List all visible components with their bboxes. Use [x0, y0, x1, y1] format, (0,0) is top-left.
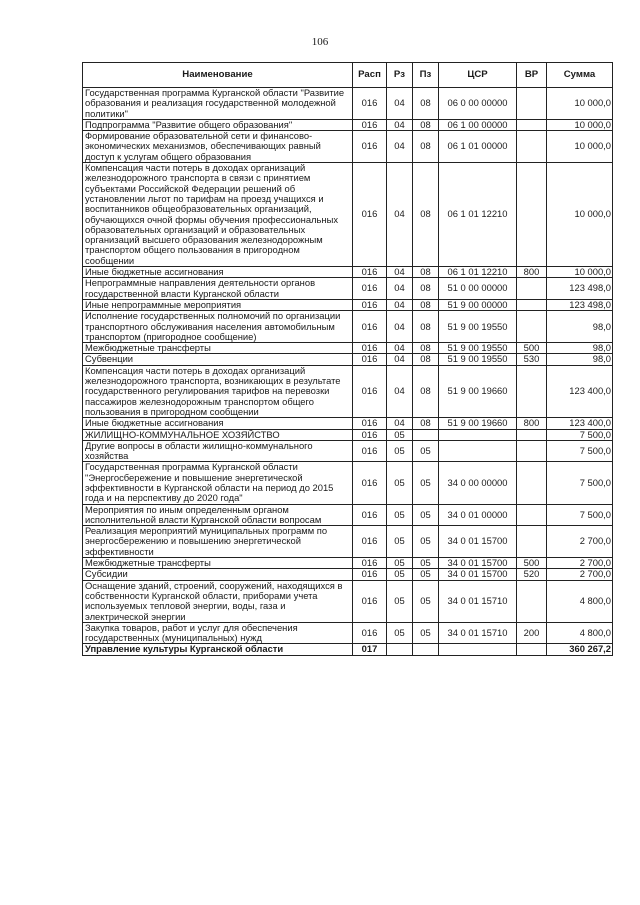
cell-vr: 500 [517, 343, 547, 354]
cell-csr: 34 0 01 15700 [439, 569, 517, 580]
header-csr: ЦСР [439, 63, 517, 88]
cell-csr: 51 9 00 00000 [439, 299, 517, 310]
cell-vr [517, 365, 547, 417]
cell-name: Управление культуры Курганской области [83, 644, 353, 655]
cell-sum: 10 000,0 [547, 131, 613, 163]
cell-vr [517, 88, 547, 120]
cell-pz: 05 [413, 462, 439, 504]
cell-csr [439, 440, 517, 462]
cell-csr: 34 0 01 15700 [439, 558, 517, 569]
cell-vr [517, 311, 547, 343]
cell-rasp: 016 [353, 267, 387, 278]
cell-name: Подпрограмма "Развитие общего образования" [83, 119, 353, 130]
cell-pz: 08 [413, 365, 439, 417]
cell-sum: 10 000,0 [547, 163, 613, 267]
cell-vr [517, 119, 547, 130]
table-row [83, 131, 613, 163]
cell-pz [413, 429, 439, 440]
cell-rz: 05 [387, 462, 413, 504]
cell-pz: 08 [413, 131, 439, 163]
cell-pz [413, 644, 439, 655]
cell-vr [517, 163, 547, 267]
cell-pz: 08 [413, 311, 439, 343]
cell-vr: 800 [517, 418, 547, 429]
cell-name: Компенсация части потерь в доходах организаций железнодорожного транспорта, возникающих в результате государственного регулирования тарифов на перевозки пассажиров железнодорожным транспортом общего пользования в пригородном сообщении [83, 365, 353, 417]
cell-csr: 51 0 00 00000 [439, 278, 517, 300]
cell-sum: 7 500,0 [547, 440, 613, 462]
cell-rz: 04 [387, 163, 413, 267]
cell-vr [517, 504, 547, 526]
cell-csr [439, 644, 517, 655]
header-vr: ВР [517, 63, 547, 88]
table-row [83, 526, 613, 558]
table-row [83, 299, 613, 310]
cell-sum: 7 500,0 [547, 429, 613, 440]
cell-sum: 123 498,0 [547, 278, 613, 300]
table-row [83, 622, 613, 644]
cell-sum: 2 700,0 [547, 558, 613, 569]
cell-vr [517, 429, 547, 440]
cell-vr [517, 580, 547, 622]
cell-name: Иные бюджетные ассигнования [83, 418, 353, 429]
table-row [83, 354, 613, 365]
cell-csr: 34 0 00 00000 [439, 462, 517, 504]
cell-name: Исполнение государственных полномочий по организации транспортного обслуживания населения автомобильным транспортом (пригородное сообщение) [83, 311, 353, 343]
cell-rasp: 016 [353, 622, 387, 644]
cell-name: Межбюджетные трансферты [83, 343, 353, 354]
cell-rz: 05 [387, 526, 413, 558]
cell-vr [517, 131, 547, 163]
table-row [83, 311, 613, 343]
cell-pz: 05 [413, 558, 439, 569]
cell-pz: 08 [413, 119, 439, 130]
cell-vr: 530 [517, 354, 547, 365]
cell-sum: 10 000,0 [547, 267, 613, 278]
cell-csr: 34 0 01 15700 [439, 526, 517, 558]
cell-csr: 34 0 01 15710 [439, 580, 517, 622]
cell-name: Государственная программа Курганской области "Развитие образования и реализация государственной молодежной политики" [83, 88, 353, 120]
cell-pz: 08 [413, 267, 439, 278]
cell-rasp: 016 [353, 119, 387, 130]
cell-sum: 4 800,0 [547, 622, 613, 644]
header-sum: Сумма [547, 63, 613, 88]
cell-csr: 51 9 00 19660 [439, 418, 517, 429]
header-name: Наименование [83, 63, 353, 88]
cell-rasp: 016 [353, 429, 387, 440]
cell-rasp: 016 [353, 131, 387, 163]
cell-rz: 05 [387, 429, 413, 440]
cell-vr [517, 644, 547, 655]
cell-name: Мероприятия по иным определенным органом исполнительной власти Курганской области вопросам [83, 504, 353, 526]
cell-sum: 10 000,0 [547, 88, 613, 120]
cell-pz: 05 [413, 504, 439, 526]
table-row [83, 267, 613, 278]
cell-rz: 04 [387, 343, 413, 354]
cell-rasp: 016 [353, 580, 387, 622]
cell-sum: 123 400,0 [547, 418, 613, 429]
cell-vr: 520 [517, 569, 547, 580]
cell-rasp: 016 [353, 343, 387, 354]
cell-name: Компенсация части потерь в доходах организаций железнодорожного транспорта в связи с принятием субъектами Российской Федерации решений об установлении льгот по тарифам на проезд учащихся и воспитанников общеобразовательных организаций, обучающихся очной формы обучения профессиональных образовательных организаций и образовательных организаций высшего образования железнодорожным транспортом общего пользования в пригородном сообщении [83, 163, 353, 267]
cell-pz: 05 [413, 580, 439, 622]
cell-name: Государственная программа Курганской области "Энергосбережение и повышение энергетической эффективности в Курганской области на период до 2015 года и на перспективу до 2020 года" [83, 462, 353, 504]
cell-rz: 04 [387, 299, 413, 310]
cell-rasp: 016 [353, 558, 387, 569]
cell-pz: 05 [413, 526, 439, 558]
table-row [83, 119, 613, 130]
header-rasp: Расп [353, 63, 387, 88]
cell-rz: 05 [387, 622, 413, 644]
cell-csr: 51 9 00 19550 [439, 354, 517, 365]
cell-csr: 06 1 00 00000 [439, 119, 517, 130]
budget-table [82, 62, 613, 656]
cell-vr [517, 462, 547, 504]
cell-name: Формирование образовательной сети и финансово-экономических механизмов, обеспечивающих равный доступ к услугам общего образования [83, 131, 353, 163]
cell-vr [517, 278, 547, 300]
cell-vr: 800 [517, 267, 547, 278]
header-rz: Рз [387, 63, 413, 88]
cell-sum: 2 700,0 [547, 526, 613, 558]
cell-rasp: 016 [353, 504, 387, 526]
cell-vr [517, 440, 547, 462]
cell-rasp: 017 [353, 644, 387, 655]
cell-name: Закупка товаров, работ и услуг для обеспечения государственных (муниципальных) нужд [83, 622, 353, 644]
cell-pz: 08 [413, 354, 439, 365]
cell-pz: 05 [413, 440, 439, 462]
table-row [83, 429, 613, 440]
table-row [83, 569, 613, 580]
cell-vr [517, 526, 547, 558]
cell-sum: 4 800,0 [547, 580, 613, 622]
cell-csr: 06 1 01 00000 [439, 131, 517, 163]
table-row [83, 365, 613, 417]
cell-rasp: 016 [353, 88, 387, 120]
table-row [83, 418, 613, 429]
cell-sum: 98,0 [547, 343, 613, 354]
cell-csr: 06 0 00 00000 [439, 88, 517, 120]
cell-csr: 06 1 01 12210 [439, 163, 517, 267]
cell-rasp: 016 [353, 462, 387, 504]
cell-sum: 7 500,0 [547, 504, 613, 526]
cell-rz: 05 [387, 440, 413, 462]
cell-rz: 04 [387, 88, 413, 120]
cell-name: Субвенции [83, 354, 353, 365]
cell-name: Непрограммные направления деятельности органов государственной власти Курганской области [83, 278, 353, 300]
cell-csr: 51 9 00 19660 [439, 365, 517, 417]
cell-name: Межбюджетные трансферты [83, 558, 353, 569]
cell-csr: 34 0 01 15710 [439, 622, 517, 644]
cell-sum: 98,0 [547, 354, 613, 365]
cell-rz: 04 [387, 311, 413, 343]
cell-rasp: 016 [353, 365, 387, 417]
cell-rasp: 016 [353, 569, 387, 580]
cell-rz: 04 [387, 365, 413, 417]
table-row [83, 504, 613, 526]
cell-name: Другие вопросы в области жилищно-коммунального хозяйства [83, 440, 353, 462]
cell-rasp: 016 [353, 526, 387, 558]
cell-rz: 04 [387, 354, 413, 365]
cell-sum: 7 500,0 [547, 462, 613, 504]
table-row [83, 163, 613, 267]
cell-pz: 08 [413, 418, 439, 429]
table-row [83, 343, 613, 354]
cell-name: Иные бюджетные ассигнования [83, 267, 353, 278]
cell-rasp: 016 [353, 278, 387, 300]
cell-rasp: 016 [353, 418, 387, 429]
table-row [83, 278, 613, 300]
cell-rz [387, 644, 413, 655]
cell-name: ЖИЛИЩНО-КОММУНАЛЬНОЕ ХОЗЯЙСТВО [83, 429, 353, 440]
cell-name: Оснащение зданий, строений, сооружений, находящихся в собственности Курганской области, приборами учета используемых тепловой энергии, воды, газа и электрической энергии [83, 580, 353, 622]
cell-rasp: 016 [353, 163, 387, 267]
header-pz: Пз [413, 63, 439, 88]
cell-sum: 123 400,0 [547, 365, 613, 417]
cell-name: Субсидии [83, 569, 353, 580]
cell-sum: 98,0 [547, 311, 613, 343]
table-row [83, 440, 613, 462]
cell-pz: 05 [413, 622, 439, 644]
cell-rasp: 016 [353, 299, 387, 310]
cell-sum: 2 700,0 [547, 569, 613, 580]
cell-pz: 08 [413, 299, 439, 310]
cell-csr [439, 429, 517, 440]
table-row [83, 88, 613, 120]
cell-vr [517, 299, 547, 310]
cell-sum: 10 000,0 [547, 119, 613, 130]
cell-vr: 500 [517, 558, 547, 569]
cell-rz: 05 [387, 580, 413, 622]
cell-rz: 05 [387, 504, 413, 526]
cell-vr: 200 [517, 622, 547, 644]
cell-rz: 04 [387, 119, 413, 130]
cell-rasp: 016 [353, 311, 387, 343]
cell-pz: 08 [413, 343, 439, 354]
cell-rz: 05 [387, 569, 413, 580]
cell-rasp: 016 [353, 440, 387, 462]
cell-name: Реализация мероприятий муниципальных программ по энергосбережению и повышению энергетической эффективности [83, 526, 353, 558]
cell-rz: 04 [387, 131, 413, 163]
cell-rz: 05 [387, 558, 413, 569]
cell-sum: 360 267,2 [547, 644, 613, 655]
cell-pz: 08 [413, 163, 439, 267]
cell-pz: 05 [413, 569, 439, 580]
table-row [83, 644, 613, 655]
table-row [83, 462, 613, 504]
cell-csr: 34 0 01 00000 [439, 504, 517, 526]
cell-name: Иные непрограммные мероприятия [83, 299, 353, 310]
cell-csr: 06 1 01 12210 [439, 267, 517, 278]
cell-csr: 51 9 00 19550 [439, 311, 517, 343]
page-number: 106 [311, 36, 329, 48]
cell-csr: 51 9 00 19550 [439, 343, 517, 354]
cell-rz: 04 [387, 418, 413, 429]
cell-rz: 04 [387, 267, 413, 278]
cell-sum: 123 498,0 [547, 299, 613, 310]
table-row [83, 558, 613, 569]
cell-rz: 04 [387, 278, 413, 300]
cell-pz: 08 [413, 278, 439, 300]
cell-pz: 08 [413, 88, 439, 120]
table-row [83, 580, 613, 622]
table-header-row [83, 63, 613, 88]
cell-rasp: 016 [353, 354, 387, 365]
